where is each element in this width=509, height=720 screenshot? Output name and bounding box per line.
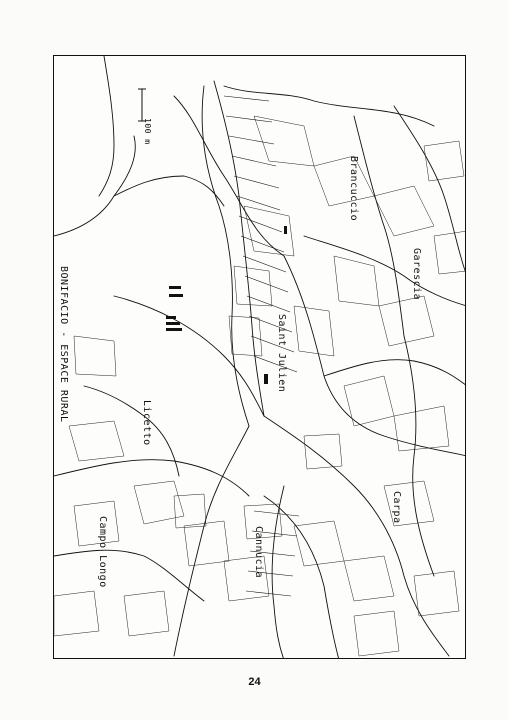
road [304, 236, 466, 306]
road [99, 56, 114, 196]
scale-bar [138, 89, 146, 121]
road [114, 296, 264, 416]
field-markers [166, 226, 287, 384]
road [324, 360, 466, 386]
road [114, 176, 224, 206]
place-label-carpa: Carpa [391, 491, 402, 524]
road [404, 336, 434, 576]
map-frame [53, 55, 466, 659]
place-label-cannucia: Cannucia [253, 526, 264, 579]
place-label-licetto: Licetto [141, 400, 152, 446]
road [394, 106, 466, 276]
road [354, 116, 404, 336]
road [174, 426, 249, 656]
place-label-saint-julien: Saint Julien [276, 314, 287, 393]
road [84, 386, 179, 476]
road [284, 256, 466, 456]
road [54, 460, 249, 496]
place-label-brancuccio: Brancuccio [348, 156, 359, 222]
road [272, 486, 284, 659]
place-label-garescia: Garescia [411, 248, 422, 301]
road [264, 496, 339, 659]
main-road [214, 81, 264, 416]
page-number: 24 [248, 676, 261, 688]
map-title: BONIFACIO - ESPACE RURAL [58, 266, 69, 423]
street [174, 96, 284, 256]
place-label-campo-longo: Campo Longo [97, 516, 108, 588]
road [54, 136, 135, 236]
street [202, 86, 249, 426]
scale-label: 100 m [143, 118, 152, 145]
